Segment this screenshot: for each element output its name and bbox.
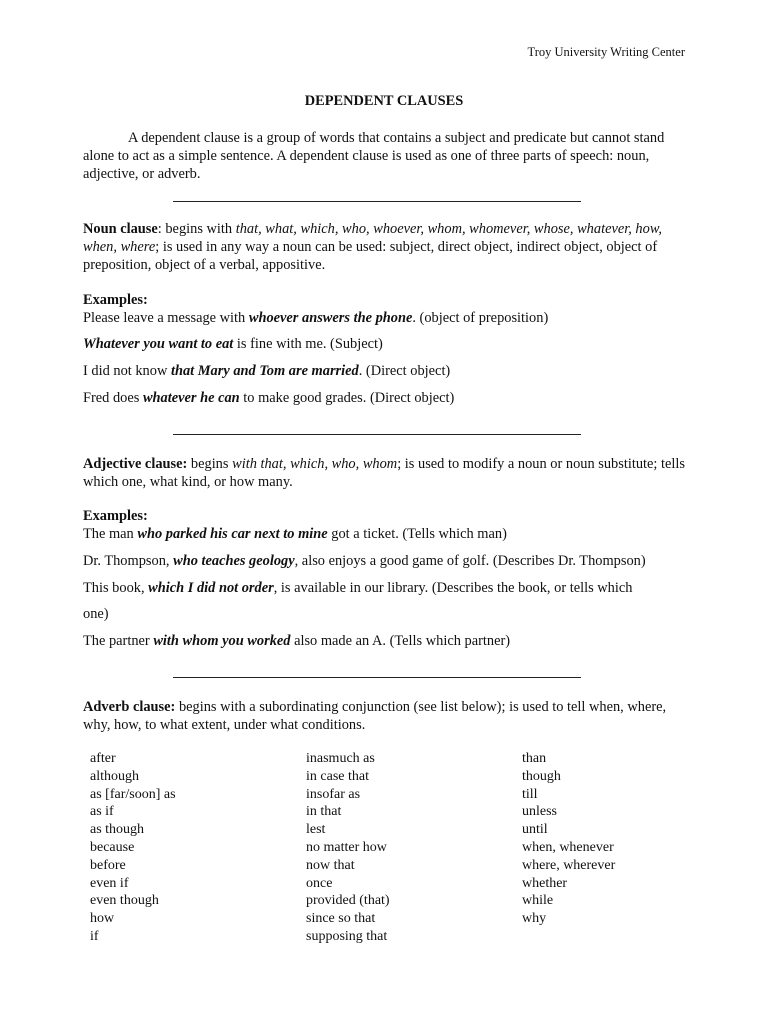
example-text: , also enjoys a good game of golf. (Describes Dr. Thompson) [294, 553, 646, 569]
adverb-clause-text1: begins with a subordinating conjunction (see list below); is used to tell when, where, why, how, to what extent, under what conditions. [83, 699, 667, 733]
conjunction-item: in that [306, 804, 342, 820]
example-sentence [83, 553, 723, 570]
adjective-clause-label: Adjective clause: [83, 456, 188, 472]
example-clause: who teaches geology [173, 553, 295, 569]
example-text: to make good grades. (Direct object) [239, 390, 455, 406]
example-sentence [83, 526, 693, 543]
divider [173, 201, 581, 202]
conjunction-item: inasmuch as [306, 751, 375, 766]
conjunction-item: when, whenever [522, 839, 614, 855]
conjunction-item: in case that [306, 768, 369, 784]
conjunction-column-2 [306, 750, 390, 946]
adjective-clause-definition [83, 455, 693, 491]
example-clause: whoever answers the phone [248, 310, 413, 326]
conjunction-item: because [90, 839, 135, 855]
conjunction-item: as [far/soon] as [90, 786, 176, 802]
example-sentence [83, 310, 693, 327]
example-text: , is available in our library. (Describes the book, or tells which [273, 580, 633, 596]
header-org: Troy University Writing Center [527, 45, 685, 59]
example-clause: that Mary and Tom are married [170, 363, 359, 379]
example-text: The man [83, 526, 138, 542]
adverb-clause-label: Adverb clause: [83, 699, 176, 715]
adjective-examples-heading: Examples: [83, 508, 148, 524]
example-text: one) [83, 606, 109, 622]
example-text: . (Direct object) [358, 363, 451, 379]
conjunction-item: although [90, 768, 139, 784]
example-sentence [83, 336, 693, 353]
example-text: Please leave a message with [83, 310, 249, 326]
noun-clause-label: Noun clause [83, 221, 158, 237]
conjunction-item: no matter how [306, 839, 387, 855]
conjunction-item: before [90, 857, 126, 873]
example-clause: who parked his car next to mine [137, 526, 328, 542]
example-text: is fine with me. (Subject) [233, 336, 383, 352]
conjunction-column-1 [90, 750, 176, 946]
example-sentence [83, 580, 723, 597]
conjunction-item: provided (that) [306, 893, 390, 909]
noun-clause-words: that, what, which, who, whoever, whom, whomever, whose, whatever, how, when, where [83, 221, 662, 255]
noun-clause-text1: : begins with [157, 221, 236, 237]
conjunction-item: as though [90, 822, 145, 838]
conjunction-item: supposing that [306, 928, 388, 944]
conjunction-item: after [90, 751, 116, 766]
page-title: DEPENDENT CLAUSES [304, 93, 464, 109]
noun-examples-heading: Examples: [83, 292, 148, 308]
example-text: also made an A. (Tells which partner) [290, 633, 511, 649]
conjunction-item: even though [90, 893, 159, 909]
divider [173, 434, 581, 435]
intro-text: A dependent clause is a group of words that contains a subject and predicate but cannot stand alone to act as a simple sentence. A dependent clause is used as one of three parts of speech: noun, adjective, or adverb. [83, 130, 665, 182]
example-text: . (object of preposition) [412, 310, 549, 326]
example-text: The partner [83, 633, 154, 649]
conjunction-item: where, wherever [522, 857, 616, 873]
conjunction-item: unless [522, 804, 557, 820]
conjunction-item: while [522, 893, 554, 909]
example-clause: whatever he can [142, 390, 240, 406]
adjective-clause-text1: begins [187, 456, 233, 472]
conjunction-item: once [306, 875, 333, 891]
conjunction-item: though [522, 768, 561, 784]
example-clause: with whom you worked [153, 633, 291, 649]
conjunction-item: whether [522, 875, 568, 891]
noun-clause-definition [83, 220, 693, 274]
conjunction-item: lest [306, 822, 326, 838]
conjunction-item: if [90, 928, 99, 944]
adverb-clause-definition [83, 698, 693, 734]
example-sentence [83, 363, 693, 380]
example-text: got a ticket. (Tells which man) [327, 526, 507, 542]
intro-paragraph [83, 129, 693, 183]
conjunction-item: as if [90, 804, 114, 820]
conjunction-item: why [522, 911, 547, 927]
conjunction-column-3 [522, 750, 615, 928]
conjunction-item: till [522, 786, 538, 802]
conjunction-item: insofar as [306, 786, 361, 802]
adjective-clause-words: with that, which, who, whom [232, 456, 398, 472]
conjunction-item: until [522, 822, 548, 838]
conjunction-item: how [90, 911, 115, 927]
example-sentence [83, 390, 693, 407]
conjunction-item: even if [90, 875, 129, 891]
example-text: Dr. Thompson, [83, 553, 174, 569]
conjunction-item: now that [306, 857, 355, 873]
noun-clause-text2: ; is used in any way a noun can be used: subject, direct object, indirect object, object of preposition, object of a verbal, appositive. [83, 239, 658, 273]
conjunction-item: since so that [306, 911, 376, 927]
divider [173, 677, 581, 678]
adjective-clause-text2: ; is used to modify a noun or noun substitute; tells which one, what kind, or how many. [83, 456, 686, 490]
example-clause: Whatever you want to eat [83, 336, 234, 352]
example-clause: which I did not order [148, 580, 274, 596]
example-text: I did not know [83, 363, 171, 379]
example-sentence [83, 606, 693, 623]
example-text: Fred does [83, 390, 143, 406]
example-text: This book, [83, 580, 149, 596]
conjunction-item: than [522, 751, 547, 766]
example-sentence [83, 633, 693, 650]
